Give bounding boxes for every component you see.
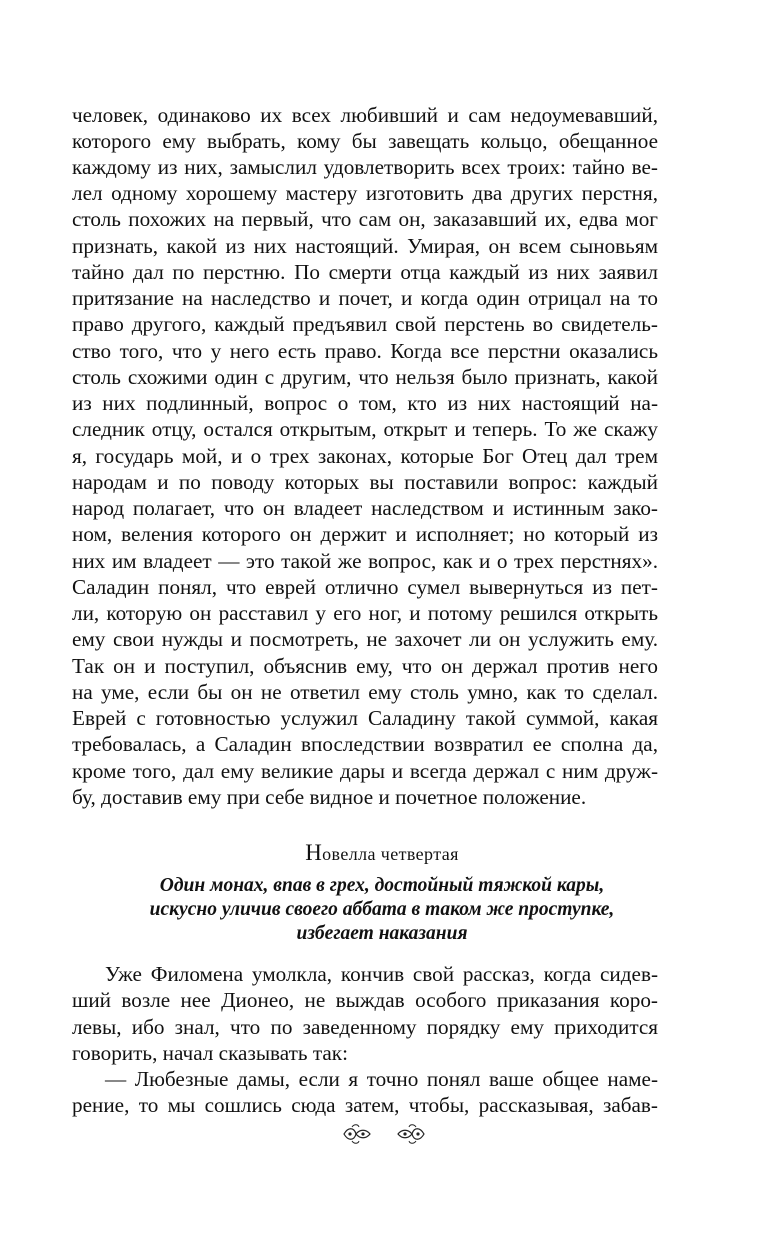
chapter-subtitle-line: искусно уличив своего аббата в таком же проступке, <box>149 899 615 920</box>
body-line: Саладин понял, что еврей отлично сумел вывернуться из пет- <box>72 575 658 599</box>
body-line: лел одному хорошему мастеру изготовить два других перстня, <box>72 181 658 205</box>
body-line: человек, одинаково их всех любивший и сам недоумевавший, <box>72 103 658 127</box>
body-line: бу, доставив ему при себе видное и почетное положение. <box>72 785 587 809</box>
body-line: рение, то мы сошлись сюда затем, чтобы, рассказывая, забав- <box>72 1093 658 1117</box>
body-line: народ полагает, что он владеет наследством и истинным зако- <box>72 496 658 520</box>
body-line: на уме, если бы он не ответил ему столь умно, как то сделал. <box>72 680 658 704</box>
heading-initial: Н <box>305 840 323 865</box>
body-line: следник отцу, остался открытым, открыт и теперь. То же скажу <box>72 417 658 441</box>
body-line: говорить, начал сказывать так: <box>72 1041 348 1065</box>
body-line: левы, ибо знал, что по заведенному порядку ему приходится <box>72 1015 658 1039</box>
body-line: столь схожими один с другим, что нельзя было признать, какой <box>72 365 658 389</box>
body-line: право другого, каждый предъявил свой перстень во свидетель- <box>72 312 658 336</box>
body-line: ство того, что у него есть право. Когда все перстни оказались <box>72 339 658 363</box>
body-line: требовалась, а Саладин впоследствии возвратил ее сполна да, <box>72 732 658 756</box>
body-line: которого ему выбрать, кому бы завещать кольцо, обещанное <box>72 129 658 153</box>
body-line: ему свои нужды и посмотреть, не захочет ли он услужить ему. <box>72 627 658 651</box>
floral-ornament-icon <box>342 1123 372 1145</box>
body-line: кроме того, дал ему великие дары и всегда держал с ним друж- <box>72 759 658 783</box>
body-line: ли, которую он расставил у его ног, и потому решился открыть <box>72 601 658 625</box>
body-line: столь похожих на первый, что сам он, заказавший их, едва мог <box>72 207 658 231</box>
body-line: них им владеет — это такой же вопрос, как и о трех перстнях». <box>72 549 658 573</box>
page-footer <box>0 1119 768 1149</box>
chapter-subtitle-line: избегает наказания <box>296 923 468 944</box>
body-line: признать, какой из них настоящий. Умирая, он всем сыновьям <box>72 234 658 258</box>
heading-rest: овелла четвертая <box>322 844 459 864</box>
chapter-heading <box>72 837 692 869</box>
body-line: Уже Филомена умолкла, кончив свой рассказ, когда сидев- <box>105 962 658 986</box>
body-line: я, государь мой, и о трех законах, которые Бог Отец дал трем <box>72 444 658 468</box>
body-line: народам и по поводу которых вы поставили вопрос: каждый <box>72 470 658 494</box>
body-line: Так он и поступил, объяснив ему, что он держал против него <box>72 654 658 678</box>
body-line: — Любезные дамы, если я точно понял ваше общее наме- <box>105 1067 658 1091</box>
body-line: ном, веления которого он держит и исполняет; но который из <box>72 522 658 546</box>
body-line: тайно дал по перстню. По смерти отца каждый из них заявил <box>72 260 658 284</box>
chapter-subtitle-line: Один монах, впав в грех, достойный тяжкой кары, <box>159 875 605 896</box>
body-line: каждому из них, замыслил удовлетворить всех троих: тайно ве- <box>72 155 658 179</box>
body-line: притязание на наследство и почет, и когда один отрицал на то <box>72 286 658 310</box>
body-line: Еврей с готовностью услужил Саладину такой суммой, какая <box>72 706 658 730</box>
body-line: ший возле нее Дионео, не выждав особого приказания коро- <box>72 988 658 1012</box>
floral-ornament-icon <box>396 1123 426 1145</box>
body-line: из них подлинный, вопрос о том, кто из них настоящий на- <box>72 391 658 415</box>
